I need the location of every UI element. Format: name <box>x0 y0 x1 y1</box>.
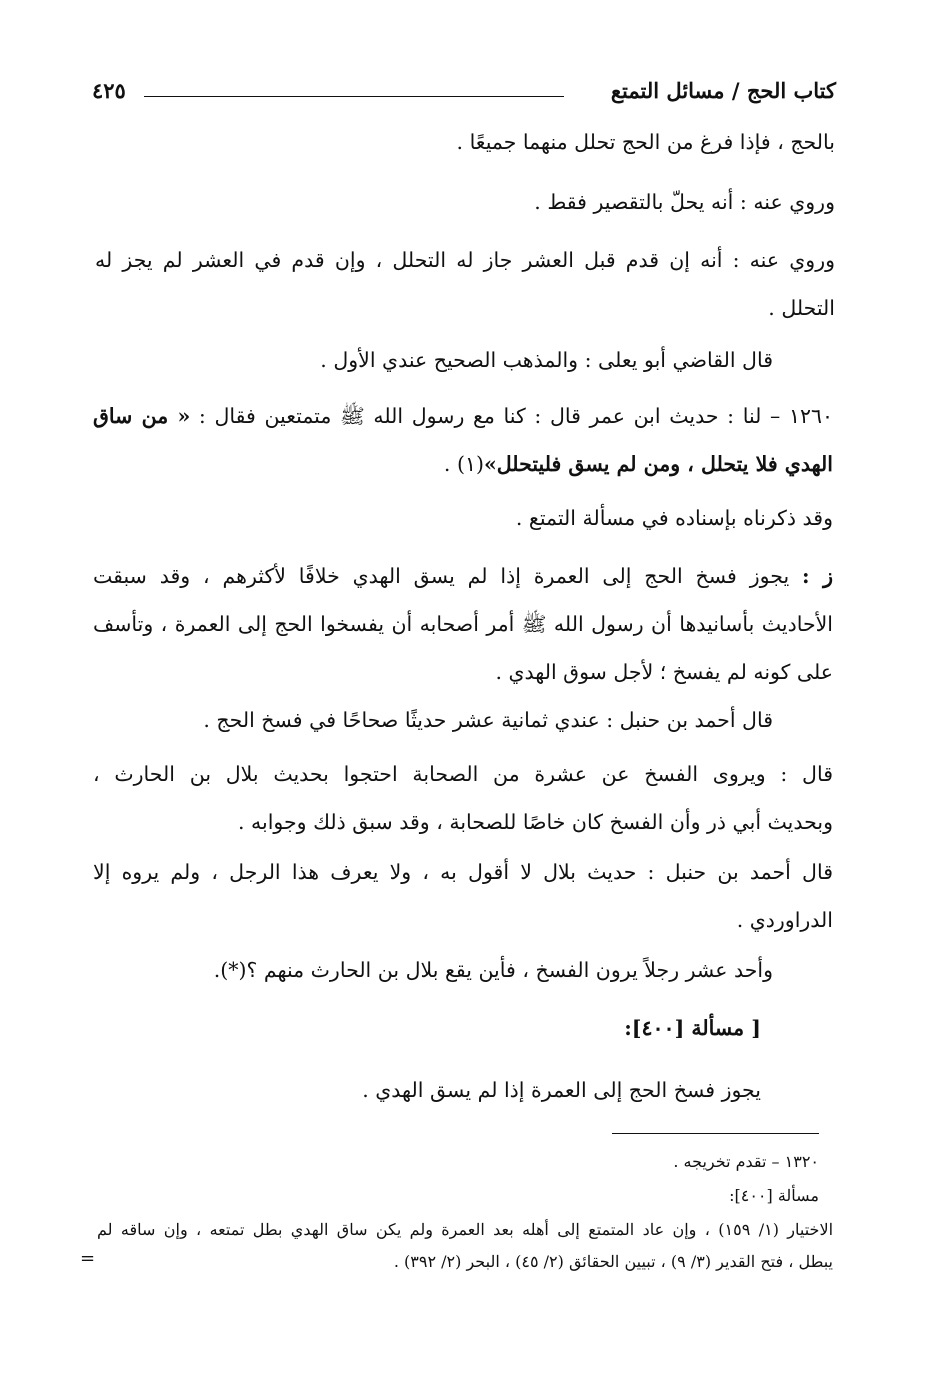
text-line: قال : ويروى الفسخ عن عشرة من الصحابة احتجوا بحديث بلال بن الحارث ، <box>93 762 833 786</box>
text-line <box>93 552 833 600</box>
running-header <box>92 78 836 112</box>
footnote-3 <box>97 1214 833 1278</box>
text-line <box>93 392 833 440</box>
paragraph-5-hadith <box>93 392 833 488</box>
footnote-2 <box>99 1180 819 1212</box>
footnote-text: ١٣٢٠ – تقدم تخريجه . <box>673 1152 819 1171</box>
paragraph-9 <box>93 750 833 846</box>
paragraph-11 <box>93 946 773 994</box>
text-line <box>93 440 833 488</box>
text-line: التحلل . <box>768 296 835 320</box>
text-line: بالحج ، فإذا فرغ من الحج تحلل منهما جميعًا . <box>456 130 835 154</box>
paragraph-13 <box>101 1066 761 1114</box>
hadith-quote: « من ساق <box>93 404 191 428</box>
issue-heading <box>101 1004 761 1052</box>
footnote-text: الاختيار (١/ ١٥٩) ، وإن عاد المتمتع إلى أهله بعد العمرة ولم يكن ساق الهدي بطل تمتعه ، وإن ساقه لم <box>97 1220 833 1239</box>
text-line: وروي عنه : أنه يحلّ بالتقصير فقط . <box>534 190 835 214</box>
footnote-1 <box>99 1146 819 1178</box>
text-line: الأحاديث بأسانيدها أن رسول الله ﷺ أمر أصحابه أن يفسخوا الحج إلى العمرة ، وتأسف <box>93 612 833 636</box>
hadith-intro: ١٢٦٠ – لنا : حديث ابن عمر قال : كنا مع رسول الله ﷺ متمتعين فقال : <box>190 404 833 428</box>
footnote-text: يبطل ، فتح القدير (٣/ ٩) ، تبيين الحقائق (٢/ ٤٥) ، البحر (٢/ ٣٩٢) . <box>393 1252 833 1271</box>
text-line: قال أحمد بن حنبل : حديث بلال لا أقول به ، ولا يعرف هذا الرجل ، ولم يروه إلا <box>93 860 833 884</box>
section-marker: ز : <box>802 564 833 588</box>
header-rule <box>144 96 564 97</box>
paragraph-7 <box>93 552 833 696</box>
text-segment: يجوز فسخ الحج إلى العمرة إذا لم يسق الهدي خلافًا لأكثرهم ، وقد سبقت <box>93 564 790 588</box>
text-line: وأحد عشر رجلاً يرون الفسخ ، فأين يقع بلال بن الحارث منهم ؟(*). <box>213 958 773 982</box>
text-line: قال القاضي أبو يعلى : والمذهب الصحيح عندي الأول . <box>320 348 773 372</box>
paragraph-10 <box>93 848 833 944</box>
page-number: ٤٢٥ <box>92 78 126 103</box>
text-line: الدراوردي . <box>736 908 833 932</box>
paragraph-2 <box>95 178 835 226</box>
paragraph-1 <box>95 118 835 166</box>
paragraph-3 <box>95 236 835 332</box>
footnote-text: مسألة [٤٠٠]: <box>729 1186 819 1205</box>
chapter-title: كتاب الحج / مسائل التمتع <box>610 78 836 103</box>
footnote-ref: (١) . <box>443 452 484 476</box>
text-line: [ مسألة [٤٠٠]: <box>624 1016 761 1040</box>
text-line: يجوز فسخ الحج إلى العمرة إذا لم يسق الهدي . <box>362 1078 761 1102</box>
paragraph-4 <box>93 336 773 384</box>
hadith-quote: الهدي فلا يتحلل ، ومن لم يسق فليتحلل» <box>483 452 833 476</box>
continuation-mark: = <box>80 1248 96 1269</box>
paragraph-6 <box>93 494 833 542</box>
text-line: وبحديث أبي ذر وأن الفسخ كان خاصًا للصحابة ، وقد سبق ذلك وجوابه . <box>237 810 833 834</box>
text-line: على كونه لم يفسخ ؛ لأجل سوق الهدي . <box>495 660 833 684</box>
paragraph-8 <box>93 696 773 744</box>
text-line: وروي عنه : أنه إن قدم قبل العشر جاز له التحلل ، وإن قدم في العشر لم يجز له <box>95 248 835 272</box>
footnote-rule <box>612 1133 819 1134</box>
text-line: قال أحمد بن حنبل : عندي ثمانية عشر حديثًا صحاحًا في فسخ الحج . <box>203 708 773 732</box>
text-line: وقد ذكرناه بإسناده في مسألة التمتع . <box>515 506 833 530</box>
